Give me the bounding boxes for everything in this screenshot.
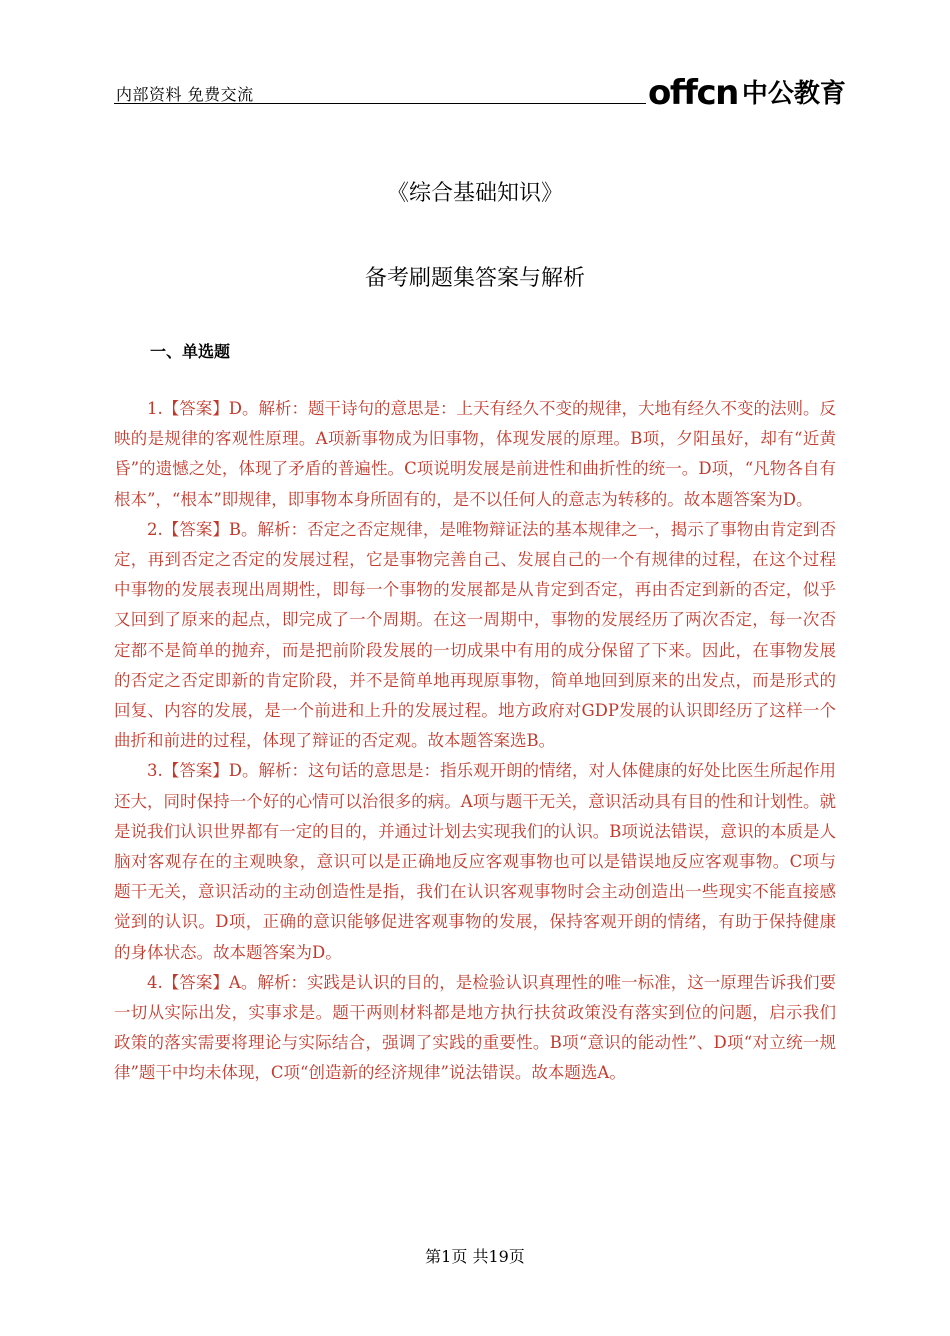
answer-item-2: 2.【答案】B。解析：否定之否定规律，是唯物辩证法的基本规律之一，揭示了事物由肯定到否定，再到否定之否定的发展过程，它是事物完善自己、发展自己的一个有规律的过程，在这个过程中事物的发展表现出周期性，即每一个事物的发展都是从肯定到否定，再由否定到新的否定，似乎又回到了原来的起点，即完成了一个周期。在这一周期中，事物的发展经历了两次否定，每一次否定都不是简单的抛弃，而是把前阶段发展的一切成果中有用的成分保留了下来。因此，在事物发展的否定之否定即新的肯定阶段，并不是简单地再现原事物，简单地回到原来的出发点，而是形式的回复、内容的发展，是一个前进和上升的发展过程。地方政府对GDP发展的认识即经历了这样一个曲折和前进的过程，体现了辩证的否定观。故本题答案选B。 <box>114 519 836 751</box>
answer-item-1: 1.【答案】D。解析：题干诗句的意思是：上天有经久不变的规律，大地有经久不变的法则。反映的是规律的客观性原理。A项新事物成为旧事物，体现发展的原理。B项，夕阳虽好，却有“近黄昏”的遗憾之处，体现了矛盾的普遍性。C项说明发展是前进性和曲折性的统一。D项，“凡物各自有根本”，“根本”即规律，即事物本身所固有的，是不以任何人的意志为转移的。故本题答案为D。 <box>114 399 836 509</box>
offcn-logo <box>648 70 846 113</box>
answer-list <box>114 394 836 1089</box>
answer-item-3: 3.【答案】D。解析：这句话的意思是：指乐观开朗的情绪，对人体健康的好处比医生所起作用还大，同时保持一个好的心情可以治很多的病。A项与题干无关，意识活动具有目的性和计划性。就是说我们认识世界都有一定的目的，并通过计划去实现我们的认识。B项说法错误，意识的本质是人脑对客观存在的主观映象，意识可以是正确地反应客观事物也可以是错误地反应客观事物。C项与题干无关，意识活动的主动创造性是指，我们在认识客观事物时会主动创造出一些现实不能直接感觉到的认识。D项，正确的意识能够促进客观事物的发展，保持客观开朗的情绪，有助于保持健康的身体状态。故本题答案为D。 <box>114 761 836 962</box>
page-number: 第1页 共19页 <box>425 1247 525 1266</box>
answer-item-4: 4.【答案】A。解析：实践是认识的目的，是检验认识真理性的唯一标准，这一原理告诉我们要一切从实际出发，实事求是。题干两则材料都是地方执行扶贫政策没有落实到位的问题，启示我们政策的落实需要将理论与实际结合，强调了实践的重要性。B项“意识的能动性”、D项“对立统一规律”题干中均未体现，C项“创造新的经济规律”说法错误。故本题选A。 <box>114 972 836 1083</box>
logo-wordmark: offcn <box>648 73 738 113</box>
logo-chinese: 中公教育 <box>741 79 846 109</box>
document-title: 《综合基础知识》 <box>386 181 563 206</box>
document-subtitle: 备考刷题集答案与解析 <box>364 266 585 291</box>
header-divider <box>114 103 646 104</box>
section-heading: 一、单选题 <box>150 342 231 361</box>
header-label: 内部资料 免费交流 <box>116 85 254 104</box>
